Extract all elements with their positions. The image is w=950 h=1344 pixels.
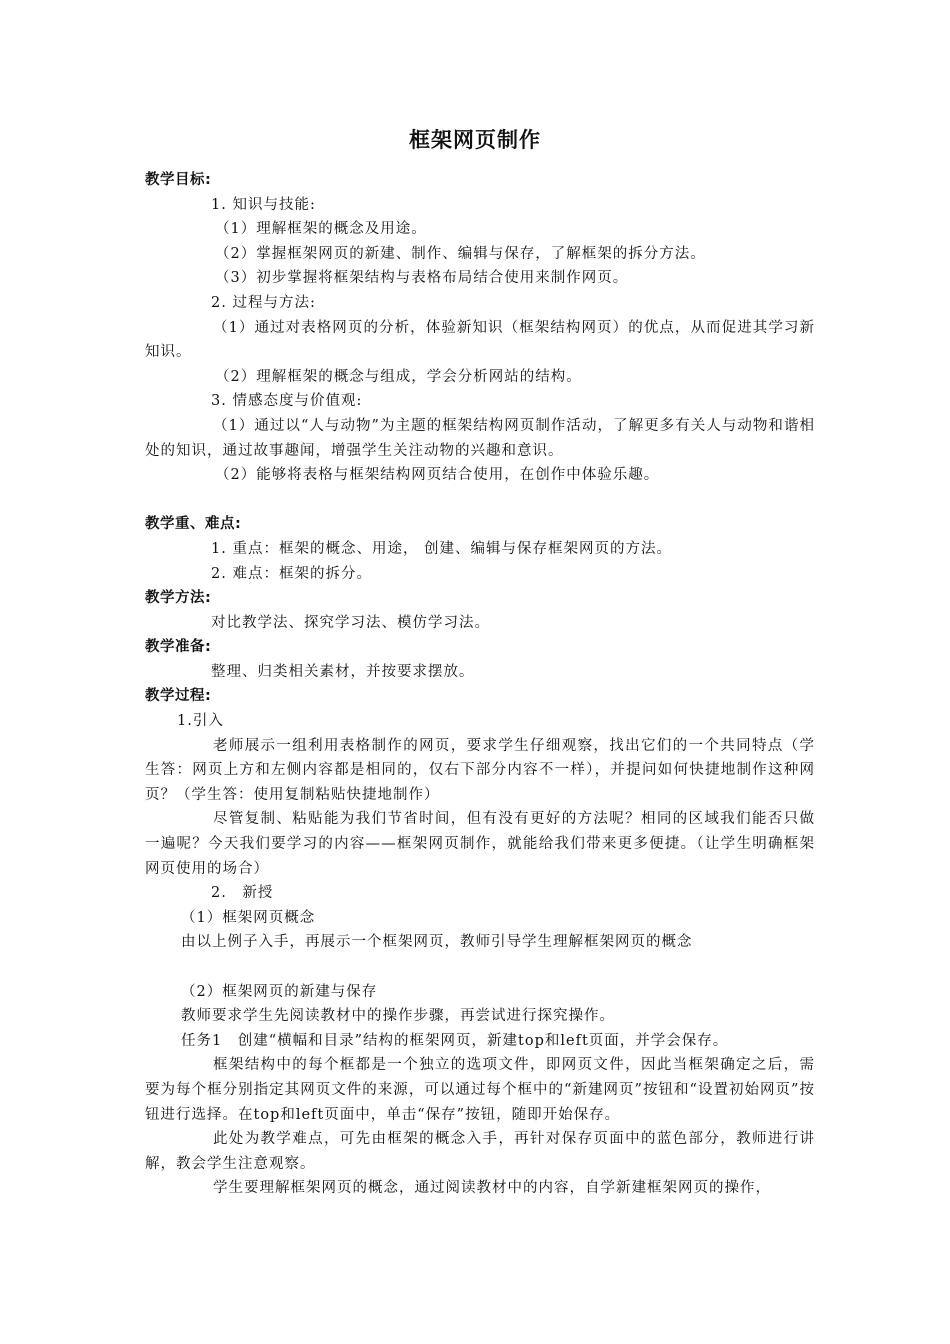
process-paragraph: 老师展示一组利用表格制作的网页，要求学生仔细观察，找出它们的一个共同特点（学生答：网页上方和左侧内容都是相同的，仅右下部分内容不一样），并提问如何快捷地制作这种网页？（学生答：使用复制粘贴快捷地制作） bbox=[145, 737, 815, 803]
goal-subitem: （2）理解框架的概念与组成，学会分析网站的结构。 bbox=[215, 368, 582, 385]
section-heading-prep: 教学准备: bbox=[145, 639, 212, 656]
process-step: 2. 新授 bbox=[211, 885, 274, 902]
goal-item: 3. 情感态度与价值观: bbox=[211, 393, 363, 410]
process-substep: （1）框架网页概念 bbox=[181, 909, 316, 926]
goal-subitem: （3）初步掌握将框架结构与表格布局结合使用来制作网页。 bbox=[215, 270, 629, 287]
keypoint-item: 2. 难点：框架的拆分。 bbox=[211, 565, 372, 582]
process-paragraph: 由以上例子入手，再展示一个框架网页，教师引导学生理解框架网页的概念 bbox=[181, 934, 693, 951]
process-paragraph: 学生要理解框架网页的概念，通过阅读教材中的内容，自学新建框架网页的操作， bbox=[213, 1180, 771, 1197]
spacer bbox=[145, 955, 815, 980]
process-paragraph: 教师要求学生先阅读教材中的操作步骤，再尝试进行探究操作。 bbox=[181, 1008, 615, 1025]
goal-subitem: （1）通过对表格网页的分析，体验新知识（框架结构网页）的优点，从而促进其学习新知识。 bbox=[145, 319, 815, 361]
section-heading-methods: 教学方法: bbox=[145, 590, 212, 607]
section-heading-goals: 教学目标: bbox=[145, 172, 212, 188]
goal-subitem: （1）理解框架的概念及用途。 bbox=[215, 221, 427, 238]
goal-item: 2. 过程与方法: bbox=[211, 294, 316, 311]
document-body bbox=[145, 168, 815, 1201]
goal-subitem: （2）掌握框架网页的新建、制作、编辑与保存，了解框架的拆分方法。 bbox=[215, 245, 706, 262]
process-task: 任务1 创建“横幅和目录”结构的框架网页，新建top和left页面，并学会保存。 bbox=[181, 1032, 729, 1049]
spacer bbox=[145, 488, 815, 513]
keypoint-item: 1. 重点：框架的概念、用途， 创建、编辑与保存框架网页的方法。 bbox=[211, 540, 673, 557]
process-step: 1.引入 bbox=[177, 713, 224, 730]
section-heading-process: 教学过程: bbox=[145, 688, 212, 705]
process-paragraph: 尽管复制、粘贴能为我们节省时间，但有没有更好的方法呢？相同的区域我们能否只做一遍呢？今天我们要学习的内容——框架网页制作，就能给我们带来更多便捷。（让学生明确框架网页使用的场合） bbox=[145, 811, 815, 877]
goal-subitem: （2）能够将表格与框架结构网页结合使用，在创作中体验乐趣。 bbox=[215, 467, 660, 484]
prep-item: 整理、归类相关素材，并按要求摆放。 bbox=[211, 663, 475, 680]
process-substep: （2）框架网页的新建与保存 bbox=[181, 983, 378, 1000]
method-item: 对比教学法、探究学习法、模仿学习法。 bbox=[211, 614, 490, 631]
page-title: 框架网页制作 bbox=[409, 128, 541, 152]
section-heading-keypoints: 教学重、难点: bbox=[145, 516, 242, 533]
process-paragraph: 此处为教学难点，可先由框架的概念入手，再针对保存页面中的蓝色部分，教师进行讲解，教会学生注意观察。 bbox=[145, 1131, 815, 1172]
goal-item: 1. 知识与技能: bbox=[211, 196, 316, 213]
process-paragraph: 框架结构中的每个框都是一个独立的选项文件，即网页文件，因此当框架确定之后，需要为每个框分别指定其网页文件的来源，可以通过每个框中的“新建网页”按钮和“设置初始网页”按钮进行选择。在top和left页面中，单击“保存”按钮，随即开始保存。 bbox=[145, 1057, 815, 1123]
goal-subitem: （1）通过以“人与动物”为主题的框架结构网页制作活动，了解更多有关人与动物和谐相处的知识，通过故事趣闻，增强学生关注动物的兴趣和意识。 bbox=[145, 417, 815, 459]
